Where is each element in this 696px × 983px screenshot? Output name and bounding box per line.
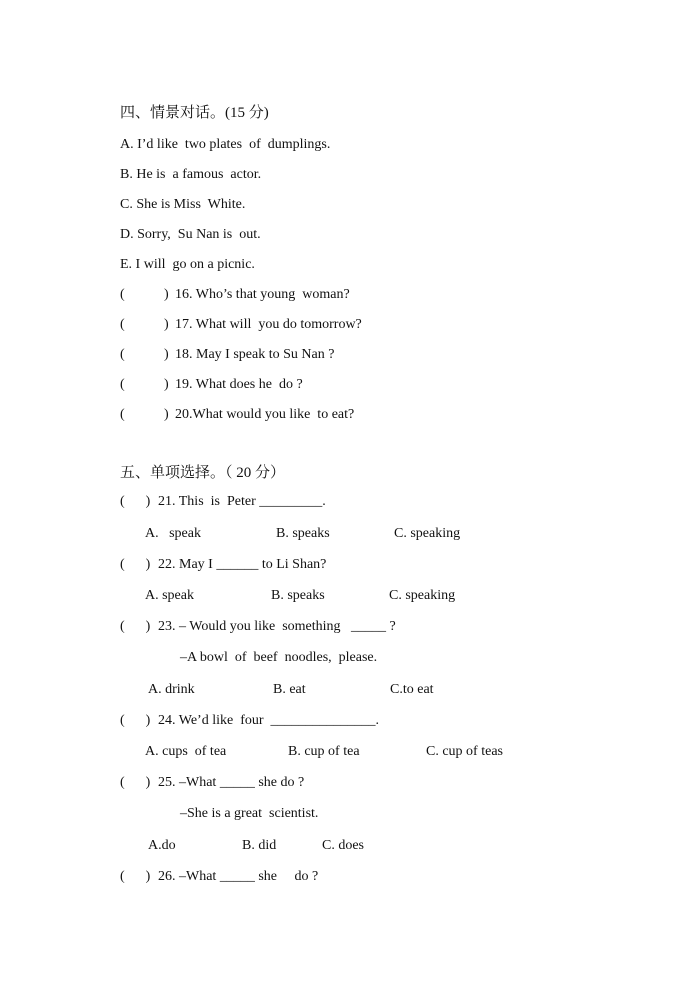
q24-choice-c: C. cup of teas [426,744,503,759]
section4-title: 四、情景对话。(15 分) [120,105,269,121]
q20-open-paren: ( [120,407,125,422]
q23-paren: ( ) [120,619,151,634]
q19-open-paren: ( [120,377,125,392]
q23-choice-b: B. eat [273,682,306,697]
q23-choice-c: C.to eat [390,682,434,697]
q26-text: 26. –What _____ she do ? [158,869,319,884]
q18-close-paren: ) [164,347,169,362]
q23-reply: –A bowl of beef noodles, please. [180,650,378,665]
q22-choice-c: C. speaking [389,588,456,603]
q17-close-paren: ) [164,317,169,332]
q19-close-paren: ) [164,377,169,392]
q22-choice-a: A. speak [145,588,194,603]
option-e: E. I will go on a picnic. [120,257,255,272]
option-c: C. She is Miss White. [120,197,246,212]
q16-text: 16. Who’s that young woman? [175,287,350,302]
q21-paren: ( ) [120,494,151,509]
q24-choice-a: A. cups of tea [145,744,227,759]
q23-text: 23. – Would you like something _____ ? [158,619,396,634]
section5-title: 五、单项选择。（ 20 分） [120,465,286,481]
option-d: D. Sorry, Su Nan is out. [120,227,261,242]
option-b: B. He is a famous actor. [120,167,262,182]
q22-text: 22. May I ______ to Li Shan? [158,557,327,572]
q16-close-paren: ) [164,287,169,302]
q24-text: 24. We’d like four _______________. [158,713,380,728]
option-a: A. I’d like two plates of dumplings. [120,137,331,152]
q21-choice-c: C. speaking [394,526,461,541]
q26-paren: ( ) [120,869,151,884]
q21-text: 21. This is Peter _________. [158,494,326,509]
q20-close-paren: ) [164,407,169,422]
q25-choice-c: C. does [322,838,364,853]
q24-paren: ( ) [120,713,151,728]
q25-reply: –She is a great scientist. [180,806,319,821]
q25-choice-b: B. did [242,838,277,853]
q16-open-paren: ( [120,287,125,302]
q25-paren: ( ) [120,775,151,790]
q21-choice-a: A. speak [145,526,201,541]
q22-paren: ( ) [120,557,151,572]
q23-choice-a: A. drink [148,682,195,697]
q17-open-paren: ( [120,317,125,332]
q22-choice-b: B. speaks [271,588,325,603]
q18-open-paren: ( [120,347,125,362]
q24-choice-b: B. cup of tea [288,744,360,759]
q17-text: 17. What will you do tomorrow? [175,317,362,332]
q25-text: 25. –What _____ she do ? [158,775,305,790]
q19-text: 19. What does he do ? [175,377,303,392]
q20-text: 20.What would you like to eat? [175,407,355,422]
q25-choice-a: A.do [148,838,176,853]
q18-text: 18. May I speak to Su Nan ? [175,347,335,362]
q21-choice-b: B. speaks [276,526,330,541]
